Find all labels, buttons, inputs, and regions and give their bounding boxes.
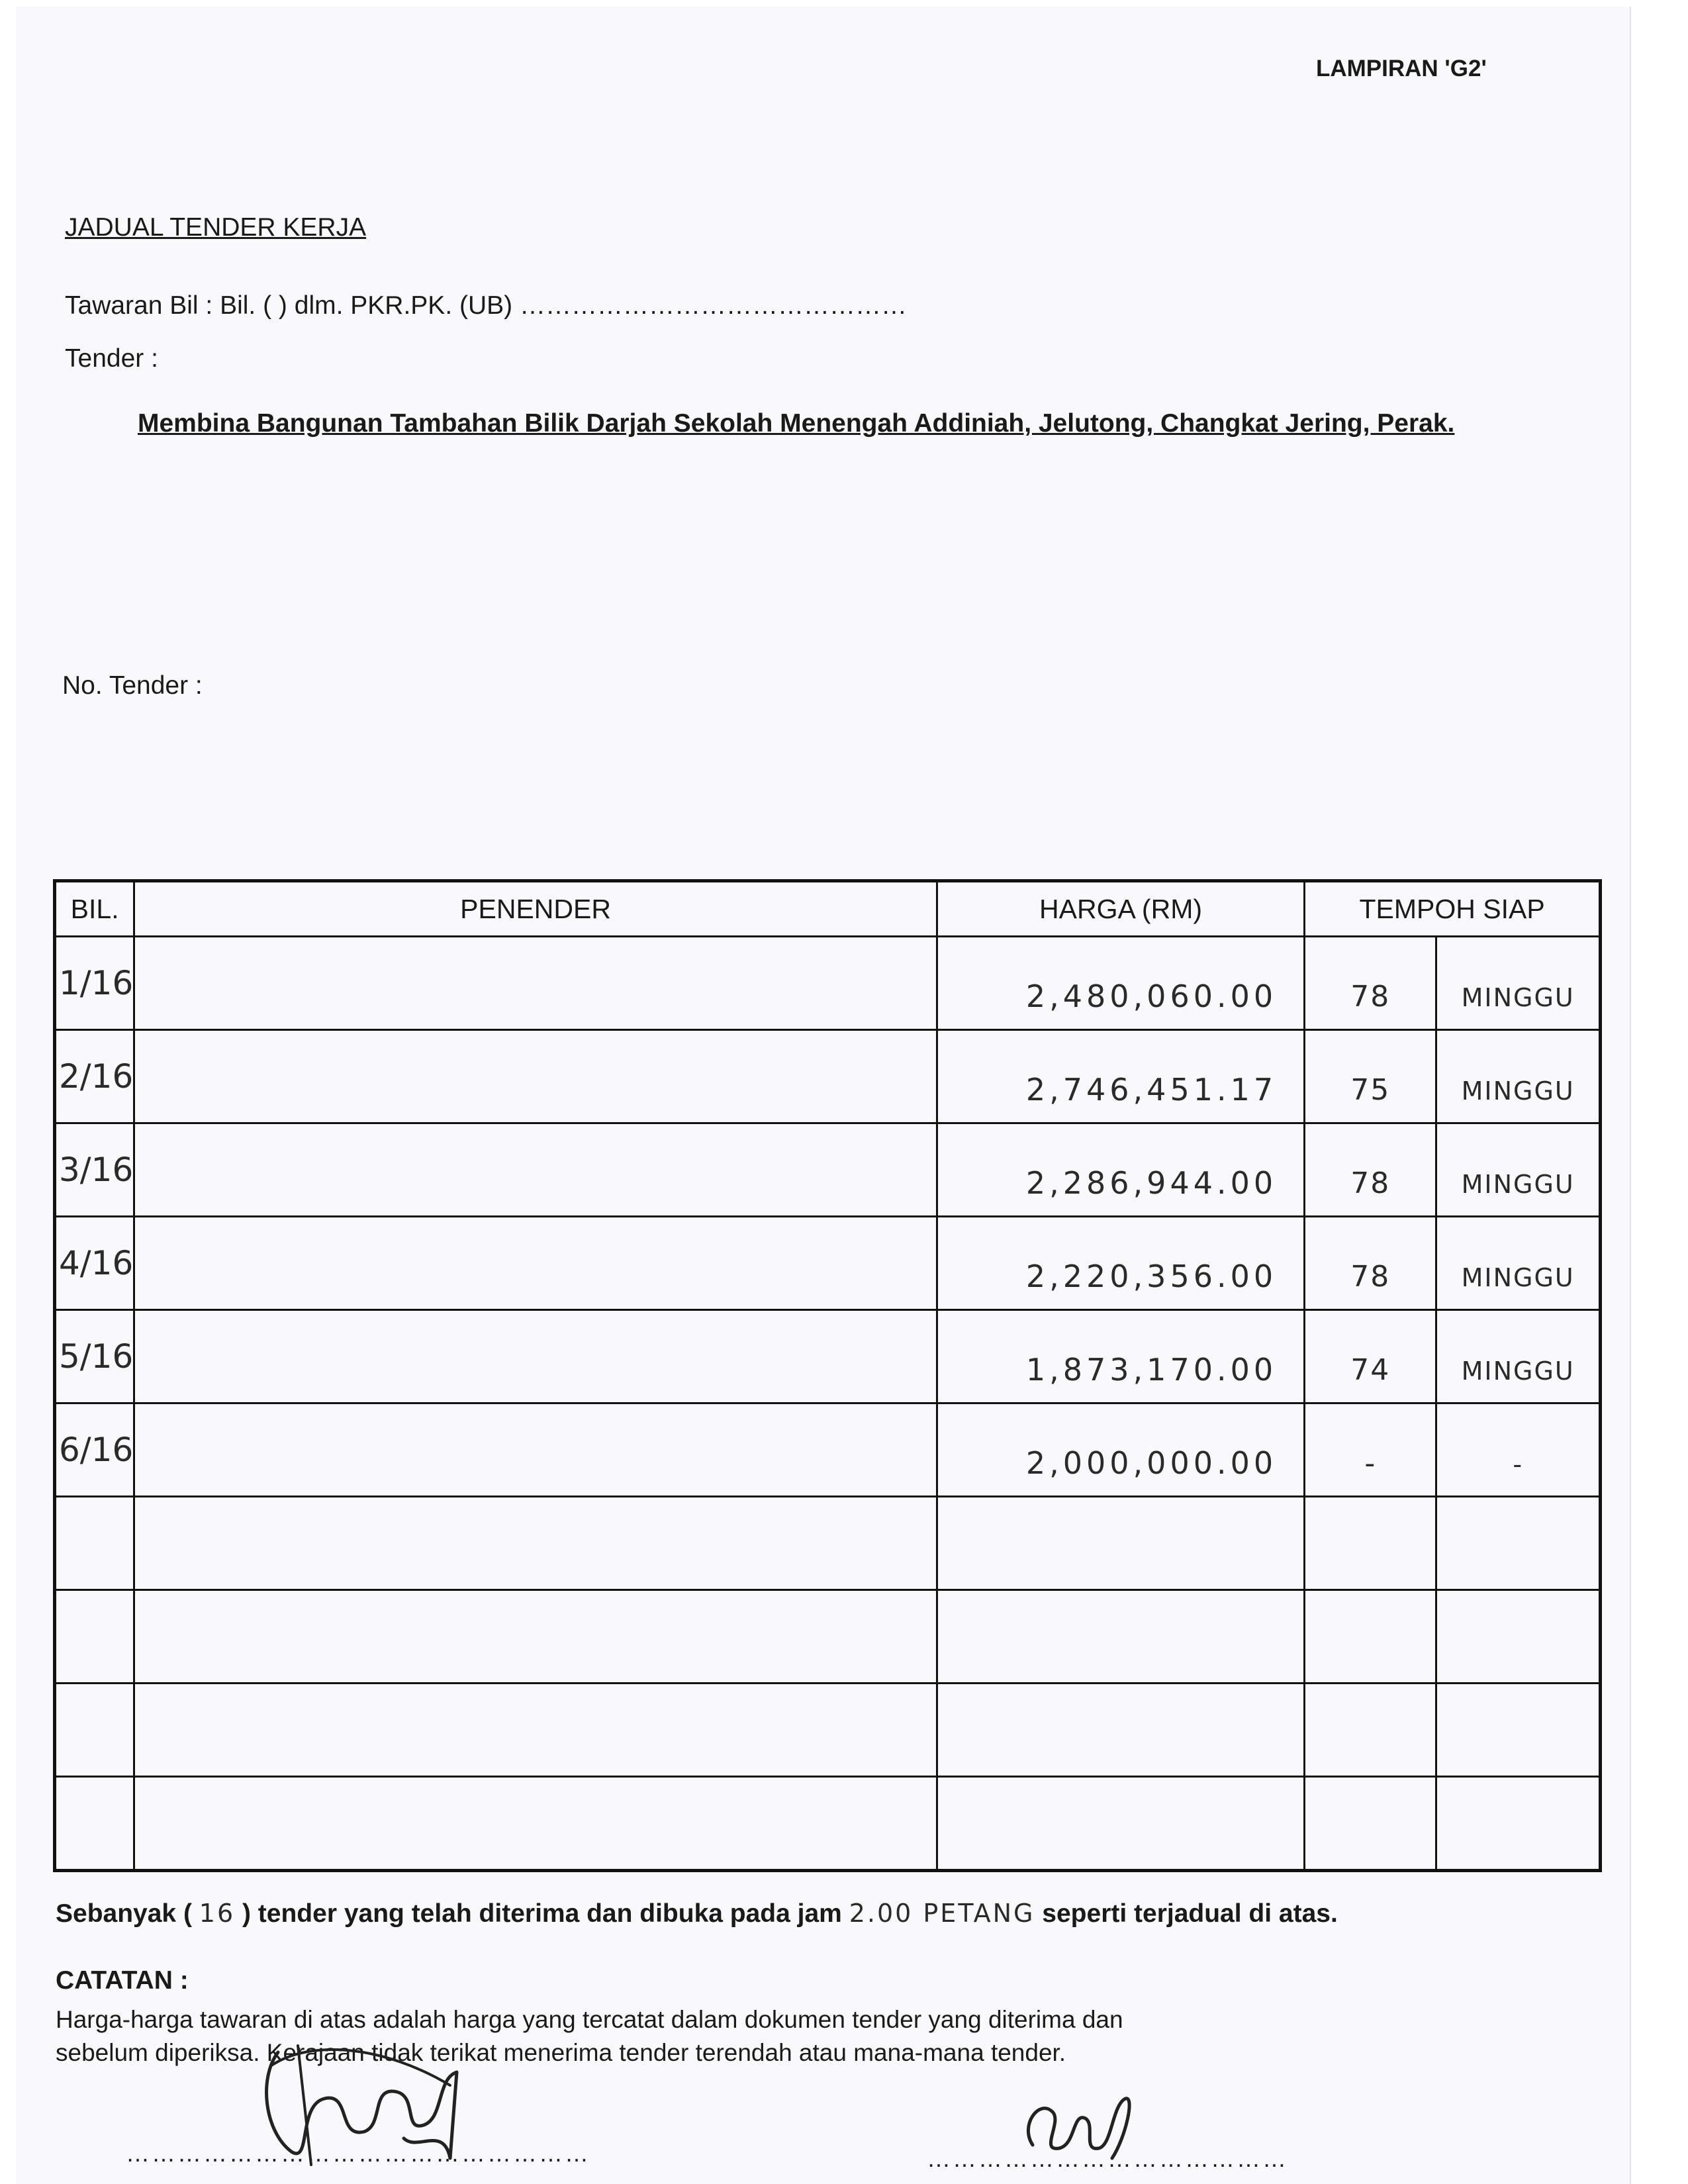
tempoh-weeks-value: 78: [1350, 1259, 1391, 1294]
tempoh-unit-cell: [1436, 1030, 1601, 1123]
penender-cell: [134, 1497, 937, 1590]
bil-cell: [55, 937, 134, 1030]
harga-value: 2,286,944.00: [1025, 1165, 1278, 1201]
header-harga: HARGA (RM): [937, 881, 1304, 937]
harga-cell: [937, 937, 1304, 1030]
tempoh-unit-cell: [1436, 1497, 1601, 1590]
document-heading: JADUAL TENDER KERJA: [65, 213, 367, 242]
penender-cell: [134, 1310, 937, 1403]
tender-schedule-table: [53, 879, 1602, 1872]
penender-cell: [134, 1403, 937, 1497]
summary-middle: ) tender yang telah diterima dan dibuka pada jam: [242, 1899, 842, 1928]
tempoh-unit-cell: [1436, 1403, 1601, 1497]
tempoh-weeks-cell: [1305, 1777, 1436, 1871]
bil-value: 2/16: [59, 1057, 134, 1096]
tempoh-weeks-value: -: [1364, 1446, 1377, 1480]
tempoh-unit-value: MINGGU: [1461, 983, 1575, 1012]
tempoh-unit-cell: [1436, 1777, 1601, 1871]
penender-cell: [134, 937, 937, 1030]
table-header-row: [55, 881, 1601, 937]
summary-suffix: seperti terjadual di atas.: [1042, 1899, 1338, 1928]
tawaran-line: Tawaran Bil : Bil. ( ) dlm. PKR.PK. (UB) ………………………………………: [65, 291, 907, 320]
tempoh-unit-value: MINGGU: [1461, 1170, 1575, 1199]
notes-heading: CATATAN :: [56, 1966, 189, 1995]
tempoh-unit-value: -: [1513, 1450, 1524, 1479]
tempoh-weeks-cell: [1305, 1030, 1436, 1123]
signature-line-left: ………………………………………………: [126, 2140, 590, 2167]
bil-cell: [55, 1310, 134, 1403]
harga-cell: [937, 1310, 1304, 1403]
harga-value: 2,220,356.00: [1025, 1258, 1278, 1294]
penender-cell: [134, 1123, 937, 1217]
table-row: [55, 1310, 1601, 1403]
tempoh-unit-value: MINGGU: [1461, 1263, 1575, 1292]
tempoh-weeks-cell: [1305, 937, 1436, 1030]
appendix-label: LAMPIRAN 'G2': [1316, 56, 1487, 81]
table-row: [55, 1497, 1601, 1590]
table-row: [55, 1123, 1601, 1217]
bil-cell: [55, 1497, 134, 1590]
harga-value: 2,480,060.00: [1025, 978, 1278, 1014]
tempoh-weeks-cell: [1305, 1497, 1436, 1590]
bil-cell: [55, 1590, 134, 1684]
summary-prefix: Sebanyak (: [56, 1899, 192, 1928]
header-tempoh: TEMPOH SIAP: [1305, 881, 1601, 937]
harga-value: 1,873,170.00: [1025, 1352, 1278, 1388]
harga-value: 2,000,000.00: [1025, 1445, 1278, 1481]
table-row: [55, 1684, 1601, 1777]
table-row: [55, 1030, 1601, 1123]
tempoh-unit-value: MINGGU: [1461, 1356, 1575, 1386]
bil-cell: [55, 1403, 134, 1497]
harga-cell: [937, 1777, 1304, 1871]
notes-line-2: sebelum diperiksa. Kerajaan tidak terikat menerima tender terendah atau mana-mana tender.: [56, 2039, 1066, 2066]
bil-value: 1/16: [59, 964, 134, 1002]
header-bil: BIL.: [55, 881, 134, 937]
signature-line-right: ……………………………………: [927, 2145, 1288, 2172]
harga-value: 2,746,451.17: [1025, 1072, 1278, 1108]
signature-left: [252, 2026, 477, 2178]
harga-cell: [937, 1403, 1304, 1497]
tempoh-weeks-cell: [1305, 1403, 1436, 1497]
tempoh-unit-value: MINGGU: [1461, 1076, 1575, 1106]
penender-cell: [134, 1590, 937, 1684]
bil-value: 3/16: [59, 1151, 134, 1189]
tempoh-weeks-cell: [1305, 1217, 1436, 1310]
harga-cell: [937, 1497, 1304, 1590]
harga-cell: [937, 1217, 1304, 1310]
table-row: [55, 1590, 1601, 1684]
tempoh-unit-cell: [1436, 937, 1601, 1030]
tempoh-weeks-value: 78: [1350, 979, 1391, 1014]
tempoh-unit-cell: [1436, 1310, 1601, 1403]
bil-value: 4/16: [59, 1244, 134, 1282]
tempoh-weeks-value: 75: [1350, 1072, 1391, 1107]
summary-count: 16: [199, 1899, 236, 1928]
bil-cell: [55, 1123, 134, 1217]
bil-cell: [55, 1684, 134, 1777]
tempoh-weeks-value: 74: [1350, 1353, 1391, 1387]
penender-cell: [134, 1777, 937, 1871]
page-edge: [1630, 7, 1631, 2184]
tender-number-label: No. Tender :: [62, 671, 203, 700]
table-row: [55, 1217, 1601, 1310]
bil-value: 6/16: [59, 1431, 134, 1469]
tempoh-unit-cell: [1436, 1217, 1601, 1310]
table-row: [55, 1403, 1601, 1497]
penender-cell: [134, 1030, 937, 1123]
project-title: Membina Bangunan Tambahan Bilik Darjah Sekolah Menengah Addiniah, Jelutong, Changkat Jering, Perak.: [138, 409, 1455, 438]
tempoh-weeks-value: 78: [1350, 1166, 1391, 1200]
tempoh-weeks-cell: [1305, 1684, 1436, 1777]
harga-cell: [937, 1123, 1304, 1217]
penender-cell: [134, 1684, 937, 1777]
notes-line-1: Harga-harga tawaran di atas adalah harga yang tercatat dalam dokumen tender yang diterima dan: [56, 2006, 1123, 2033]
table-row: [55, 1777, 1601, 1871]
harga-cell: [937, 1684, 1304, 1777]
tempoh-unit-cell: [1436, 1684, 1601, 1777]
bil-cell: [55, 1777, 134, 1871]
header-penender: PENENDER: [134, 881, 937, 937]
signature-right: [1013, 2085, 1145, 2171]
tempoh-unit-cell: [1436, 1123, 1601, 1217]
tempoh-unit-cell: [1436, 1590, 1601, 1684]
tempoh-weeks-cell: [1305, 1123, 1436, 1217]
tempoh-weeks-cell: [1305, 1590, 1436, 1684]
table-row: [55, 937, 1601, 1030]
summary-statement: [56, 1899, 1338, 1928]
bil-cell: [55, 1217, 134, 1310]
bil-cell: [55, 1030, 134, 1123]
harga-cell: [937, 1030, 1304, 1123]
tempoh-weeks-cell: [1305, 1310, 1436, 1403]
summary-time: 2.00 PETANG: [849, 1899, 1035, 1928]
harga-cell: [937, 1590, 1304, 1684]
bil-value: 5/16: [59, 1337, 134, 1376]
tender-label: Tender :: [65, 344, 158, 373]
penender-cell: [134, 1217, 937, 1310]
